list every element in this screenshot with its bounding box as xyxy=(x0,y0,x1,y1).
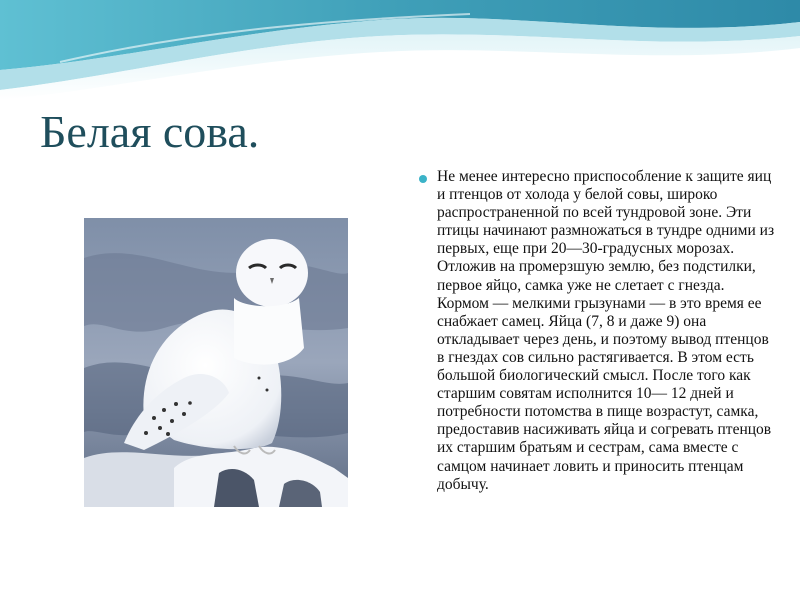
slide-title: Белая сова. xyxy=(40,106,260,157)
header-wave-decoration xyxy=(0,0,800,100)
slide-body-text: Не менее интересно приспособление к защите яиц и птенцов от холода у белой совы, широко распространенной по всей тундровой зоне. Эти птицы начинают размножаться в тундре одними из первых, еще при 20—30-градусных морозах. Отложив на промерзшую землю, без подстилки, первое яйцо, самка уже не слетает с гнезда. Кормом — мелкими грызунами — в это время ее снабжает самец. Яйца (7, 8 и даже 9) она откладывает через день, и поэтому вывод птенцов в гнездах сов сильно растягивается. В этом есть большой биологический смысл. После того как старшим совятам исполнится 10— 12 дней и потребности потомства в пище возрастут, самка, предоставив насиживать яйца и согревать птенцов их старшим братьям и сестрам, сама вместе с самцом начинает ловить и приносить птенцам добычу. xyxy=(437,168,775,493)
bullet-dot-icon xyxy=(418,174,432,188)
snowy-owl-photo xyxy=(84,218,348,507)
